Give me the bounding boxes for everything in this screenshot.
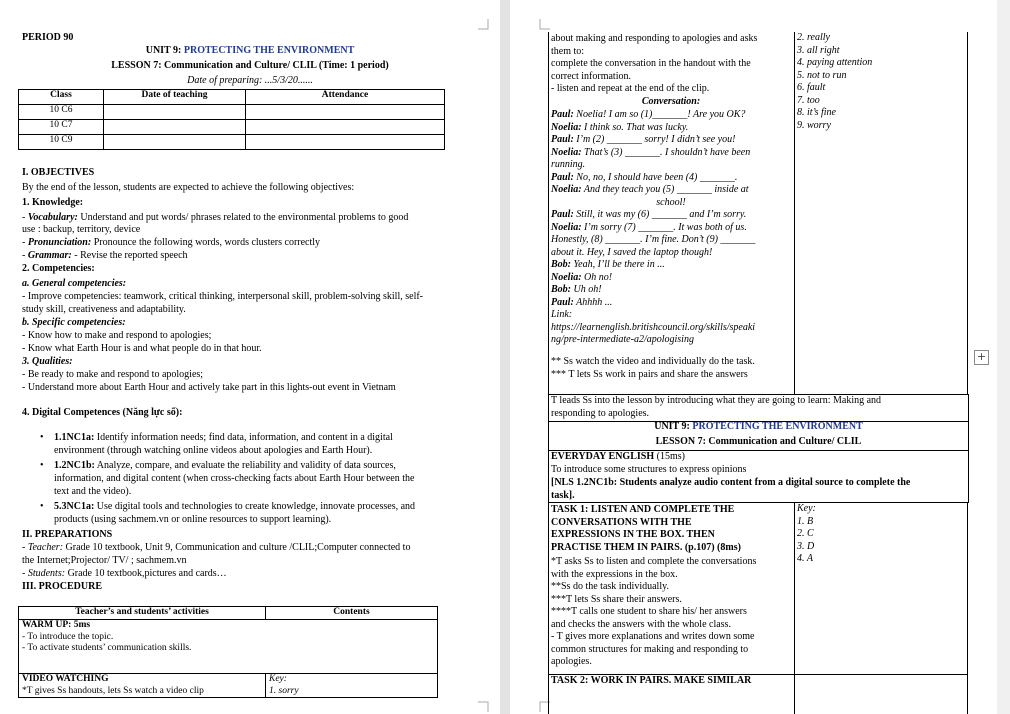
t-lets-line: *** T lets Ss work in pairs and share the answers bbox=[551, 369, 748, 380]
crop-mark bbox=[478, 700, 490, 712]
key-item: 9. worry bbox=[797, 119, 831, 131]
key-item: 4. paying attention bbox=[797, 57, 873, 68]
task1-steps bbox=[551, 556, 791, 669]
specific-line: - Know how to make and respond to apologies; bbox=[22, 330, 212, 341]
key-item: 6. fault bbox=[797, 82, 826, 93]
video-heading: VIDEO WATCHING bbox=[22, 674, 109, 684]
text-line: about making and responding to apologies and asks bbox=[551, 33, 758, 44]
digital-item: • 5.3NC1a: Use digital tools and technologies to create knowledge, innovate processes, and bbox=[40, 501, 416, 512]
left-page bbox=[0, 0, 500, 714]
period-label: PERIOD 90 bbox=[22, 32, 74, 43]
text-line: - listen and repeat at the end of the clip. bbox=[551, 83, 710, 94]
conv-line: Paul: Ahhhh ... bbox=[551, 296, 613, 308]
task2-heading: TASK 2: WORK IN PAIRS. MAKE SIMILAR bbox=[551, 675, 752, 686]
specific-competencies: b. Specific competencies: bbox=[22, 317, 126, 328]
digital-item: • 1.2NC1b: Analyze, compare, and evaluate the reliability and validity of data sources, bbox=[40, 460, 396, 471]
nls-line: [NLS 1.2NC1b: Students analyze audio content from a digital source to complete the bbox=[551, 477, 911, 488]
students-prep: - Students: Grade 10 textbook,pictures and cards… bbox=[22, 568, 227, 579]
general-comp-line: study skill, creativeness and adaptability. bbox=[22, 304, 186, 315]
knowledge-heading: 1. Knowledge: bbox=[22, 197, 84, 208]
digital-item-cont: information, and digital content (when cross-checking facts about Earth Hour between the bbox=[54, 473, 415, 484]
lesson-title: LESSON 7: Communication and Culture/ CLIL (Time: 1 period) bbox=[111, 60, 389, 71]
procedure-heading: III. PROCEDURE bbox=[22, 581, 103, 592]
task1-heading-line: EXPRESSIONS IN THE BOX. THEN bbox=[551, 529, 715, 540]
date-preparing: Date of preparing: ...5/3/20...... bbox=[187, 75, 313, 86]
task1-line: with the expressions in the box. bbox=[551, 568, 678, 580]
class-table bbox=[18, 89, 445, 150]
text-line: them to: bbox=[551, 45, 585, 57]
class-header: Class bbox=[19, 90, 104, 105]
warmup-line: - To introduce the topic. bbox=[22, 631, 114, 642]
key-item: 2. C bbox=[797, 528, 814, 539]
task1-line: - T gives more explanations and writes down some bbox=[551, 631, 755, 642]
task1-heading bbox=[551, 504, 791, 554]
vocabulary-line-2: use : backup, territory, device bbox=[22, 224, 141, 235]
conv-line: Noelia: That’s (3) _______. I shouldn’t have been bbox=[551, 146, 751, 158]
conv-line: Noelia: Oh no! bbox=[551, 271, 613, 283]
conv-line: Paul: Noelia! I am so (1)_______! Are you OK? bbox=[551, 109, 746, 120]
video-instructions bbox=[551, 33, 791, 108]
right-page bbox=[510, 0, 997, 714]
crop-mark bbox=[538, 19, 550, 31]
conv-line: Honestly, (8) _______. I’m fine. Don’t (9) _______ bbox=[551, 234, 756, 245]
text-line: correct information. bbox=[551, 70, 631, 82]
everyday-line: To introduce some structures to express opinions bbox=[551, 464, 747, 475]
digital-item: • 1.1NC1a: Identify information needs; find data, information, and content in a digital bbox=[40, 432, 393, 443]
task1-line: common structures for making and responding to bbox=[551, 643, 749, 655]
video-link[interactable]: https://learnenglish.britishcouncil.org/skills/speaki bbox=[551, 321, 756, 333]
task1-line: **Ss do the task individually. bbox=[551, 581, 669, 592]
conv-line: Noelia: I think so. That was lucky. bbox=[551, 121, 689, 133]
lead-line: responding to apologies. bbox=[551, 408, 650, 419]
conv-line: Bob: Yeah, I’ll be there in ... bbox=[551, 259, 665, 270]
task1-heading-line: PRACTISE THEM IN PAIRS. (p.107) (8ms) bbox=[551, 541, 741, 553]
class-cell: 10 C9 bbox=[19, 135, 104, 150]
objectives-heading: I. OBJECTIVES bbox=[22, 167, 95, 178]
qualities-line: - Be ready to make and respond to apologies; bbox=[22, 369, 204, 380]
contents-header: Contents bbox=[266, 607, 438, 620]
conv-line: Noelia: I’m sorry (7) _______. It was both of us. bbox=[551, 221, 747, 233]
ss-watch-line: ** Ss watch the video and individually do the task. bbox=[551, 356, 755, 367]
digital-item-cont: environment (through watching online videos about apologies and Earth Hour). bbox=[54, 445, 373, 456]
task1-line: ****T calls one student to share his/ her answers bbox=[551, 606, 747, 617]
unit-title-right: UNIT 9: PROTECTING THE ENVIRONMENT bbox=[654, 421, 863, 432]
conv-line: Paul: Still, it was my (6) _______ and I’m sorry. bbox=[551, 209, 747, 220]
video-line: *T gives Ss handouts, lets Ss watch a video clip bbox=[22, 685, 204, 696]
answer-keys bbox=[797, 32, 965, 132]
unit-title: UNIT 9: PROTECTING THE ENVIRONMENT bbox=[145, 45, 355, 56]
objectives-intro: By the end of the lesson, students are expected to achieve the following objectives: bbox=[22, 182, 355, 193]
video-cell bbox=[19, 674, 266, 698]
conv-line: about it. Hey, I saved the laptop though! bbox=[551, 246, 713, 258]
conversation bbox=[551, 109, 791, 347]
warmup-heading: WARM UP: 5ms bbox=[22, 620, 91, 630]
vertical-scrollbar[interactable] bbox=[997, 0, 1010, 714]
key-item: 1. sorry bbox=[269, 685, 299, 696]
competencies-heading: 2. Competencies: bbox=[22, 263, 95, 274]
task1-heading-line: CONVERSATIONS WITH THE bbox=[551, 516, 692, 528]
digital-item-cont: text and the video). bbox=[54, 486, 132, 497]
grammar-line: - Grammar: - Revise the reported speech bbox=[22, 250, 188, 261]
pronunciation-line: - Pronunciation: Pronounce the following words, words clusters correctly bbox=[22, 237, 321, 248]
conv-line: Paul: No, no, I should have been (4) _______. bbox=[551, 171, 738, 183]
general-competencies: a. General competencies: bbox=[22, 278, 127, 289]
teacher-prep: - Teacher: Grade 10 textbook, Unit 9, Communication and culture /CLIL;Computer connected to bbox=[22, 542, 411, 553]
vocabulary-line: - Vocabulary: Understand and put words/ phrases related to the environmental problems to good bbox=[22, 212, 409, 223]
task1-heading-line: TASK 1: LISTEN AND COMPLETE THE bbox=[551, 504, 735, 515]
task1-line: apologies. bbox=[551, 656, 592, 667]
date-header: Date of teaching bbox=[104, 90, 246, 105]
nls-line: task]. bbox=[551, 490, 575, 501]
attendance-header: Attendance bbox=[246, 90, 445, 105]
qualities-line: - Understand more about Earth Hour and actively take part in this lights-out event in Vietnam bbox=[22, 382, 396, 393]
activities-header: Teacher’s and students’ activities bbox=[19, 607, 266, 620]
key-label: Key: bbox=[269, 674, 287, 684]
warmup-line: - To activate students’ communication skills. bbox=[22, 643, 192, 653]
conversation-title: Conversation: bbox=[641, 95, 701, 107]
qualities-heading: 3. Qualities: bbox=[22, 356, 73, 367]
task2-contents bbox=[794, 674, 968, 714]
key-item: 8. it’s fine bbox=[797, 107, 836, 118]
key-item: 1. B bbox=[797, 515, 814, 527]
conv-line: Bob: Uh oh! bbox=[551, 284, 602, 295]
procedure-table bbox=[18, 606, 438, 698]
key-item: 2. really bbox=[797, 32, 830, 43]
conv-line: Paul: I’m (2) _______ sorry! I didn’t see you! bbox=[551, 134, 736, 145]
page-gutter bbox=[500, 0, 510, 714]
lead-line: T leads Ss into the lesson by introducing what they are going to learn: Making and bbox=[551, 395, 882, 406]
key-item: 5. not to run bbox=[797, 69, 847, 81]
specific-line: - Know what Earth Hour is and what people do in that hour. bbox=[22, 343, 262, 354]
teacher-prep-2: the Internet;Projector/ TV/ ; sachmem.vn bbox=[22, 555, 187, 566]
key-item: 3. all right bbox=[797, 44, 840, 56]
key-label: Key: bbox=[797, 503, 816, 514]
class-cell: 10 C7 bbox=[19, 120, 104, 135]
task1-line: ***T lets Ss share their answers. bbox=[551, 593, 682, 605]
digital-item-cont: products (using sachmem.vn or online resources to support learning). bbox=[54, 514, 332, 525]
key-item: 3. D bbox=[797, 540, 815, 552]
crop-mark bbox=[478, 19, 490, 31]
task1-keys bbox=[797, 503, 965, 566]
text-line: complete the conversation in the handout with the bbox=[551, 58, 751, 69]
add-icon[interactable]: + bbox=[974, 350, 989, 365]
warmup-cell bbox=[19, 620, 438, 674]
conv-line: running. bbox=[551, 159, 586, 170]
link-label: Link: bbox=[551, 309, 573, 320]
preparations-heading: II. PREPARATIONS bbox=[22, 529, 113, 540]
conv-line: Noelia: And they teach you (5) _______ inside at bbox=[551, 184, 749, 195]
key-cell bbox=[266, 674, 438, 698]
video-link-cont[interactable]: ng/pre-intermediate-a2/apologising bbox=[551, 334, 694, 345]
task1-line: and checks the answers with the whole class. bbox=[551, 618, 731, 630]
key-item: 7. too bbox=[797, 94, 820, 106]
conv-line: school! bbox=[656, 196, 686, 208]
everyday-heading: EVERYDAY ENGLISH (15ms) bbox=[551, 451, 685, 462]
key-item: 4. A bbox=[797, 553, 813, 564]
task1-line: *T asks Ss to listen and complete the conversations bbox=[551, 556, 757, 567]
class-cell: 10 C6 bbox=[19, 105, 104, 120]
general-comp-line: - Improve competencies: teamwork, critical thinking, interpersonal skill, problem-solving skill, self- bbox=[22, 291, 424, 302]
lesson-title-right: LESSON 7: Communication and Culture/ CLIL bbox=[655, 436, 862, 447]
digital-heading: 4. Digital Competences (Năng lực số): bbox=[22, 407, 183, 418]
